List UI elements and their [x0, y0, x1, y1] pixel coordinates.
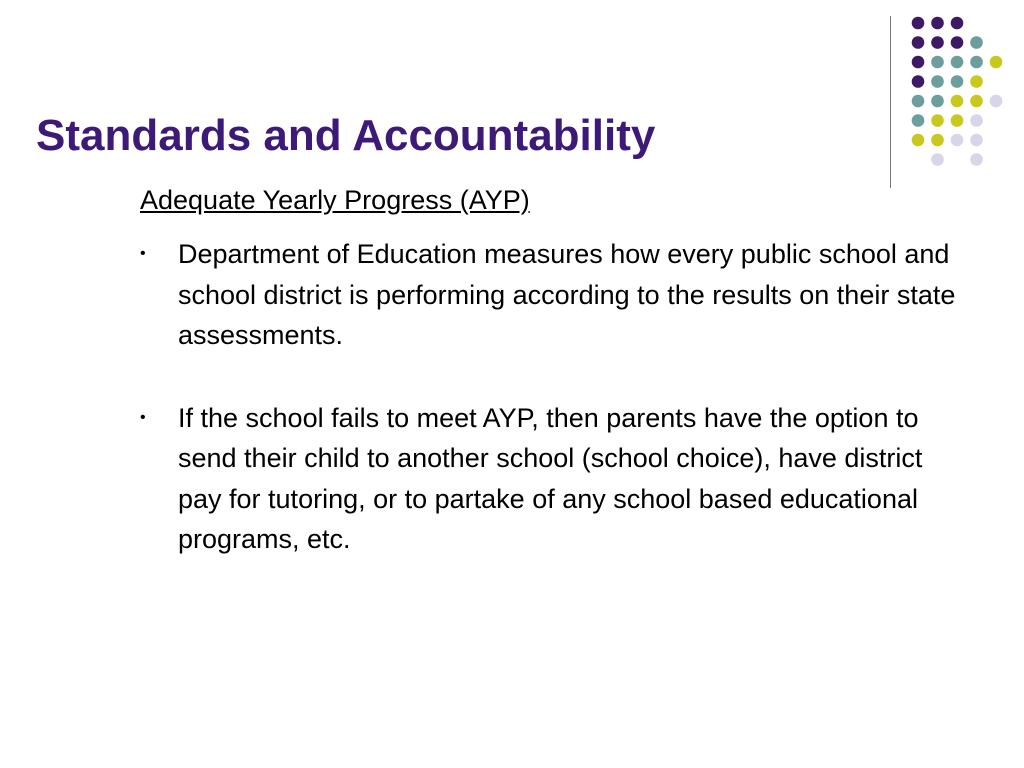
decoration-dot	[970, 153, 983, 166]
bullet-item	[140, 234, 960, 356]
decoration-dot	[912, 36, 925, 49]
slide-subtitle: Adequate Yearly Progress (AYP)	[140, 185, 530, 215]
dot-grid-decoration	[0, 0, 1024, 200]
bullet-marker: •	[140, 408, 146, 426]
decoration-dot	[912, 17, 925, 30]
decoration-dot	[912, 134, 925, 147]
decoration-dot	[951, 36, 964, 49]
slide-body	[140, 180, 960, 602]
decoration-dot	[931, 56, 944, 69]
decoration-dot	[931, 17, 944, 30]
decoration-dot	[970, 134, 983, 147]
bullet-text: If the school fails to meet AYP, then parents have the option to send their child to another school (school choice), have district pay for tutoring, or to partake of any school based educational programs, etc.	[178, 402, 923, 554]
decoration-dot	[951, 17, 964, 30]
slide-title: Standards and Accountability	[36, 111, 656, 160]
decoration-dot	[970, 114, 983, 127]
decoration-dot	[951, 114, 964, 127]
decoration-dot	[931, 134, 944, 147]
decoration-dot	[951, 134, 964, 147]
decoration-dot	[970, 75, 983, 88]
decoration-dot	[931, 75, 944, 88]
decoration-dot	[931, 153, 944, 166]
bullet-list	[140, 234, 960, 560]
bullet-text: Department of Education measures how every public school and school district is performing according to the results on their state assessments.	[178, 239, 956, 350]
decoration-dot	[951, 75, 964, 88]
decoration-dot	[970, 36, 983, 49]
decoration-dot	[990, 56, 1003, 69]
decoration-dot	[951, 56, 964, 69]
decoration-dot	[912, 95, 925, 108]
decoration-dot	[912, 114, 925, 127]
decoration-dot	[931, 36, 944, 49]
bullet-marker: •	[140, 245, 146, 262]
decoration-dot	[970, 56, 983, 69]
decoration-dot	[951, 95, 964, 108]
bullet-item	[140, 398, 960, 560]
decoration-dot	[912, 75, 925, 88]
decoration-dot	[990, 95, 1003, 108]
decoration-dot	[970, 95, 983, 108]
decoration-dot	[931, 114, 944, 127]
decoration-dot	[912, 56, 925, 69]
decoration-dot	[931, 95, 944, 108]
vertical-divider	[890, 16, 891, 188]
